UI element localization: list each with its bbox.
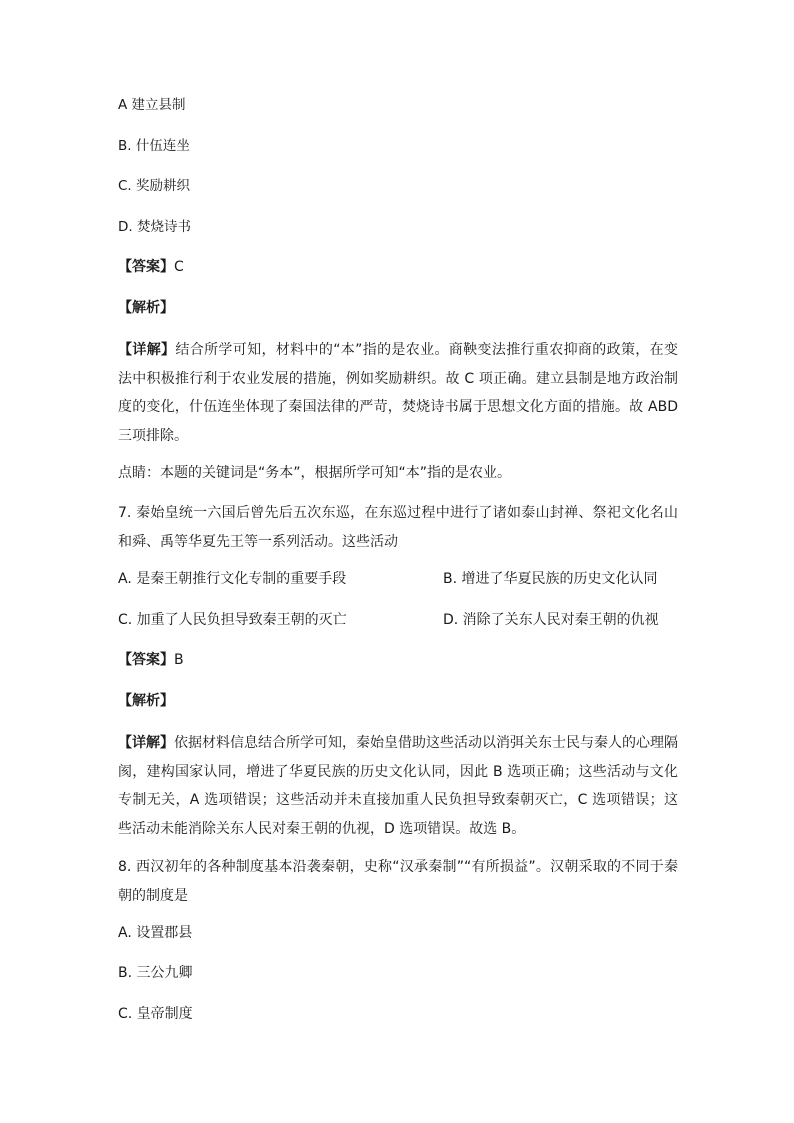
q7-answer-label: 【答案】 — [118, 652, 174, 668]
q6-detail-paragraph — [118, 336, 678, 450]
q7-answer — [118, 650, 184, 670]
q7-option-b: B. 增进了华夏民族的历史文化认同 — [443, 571, 658, 587]
q7-option-a: A. 是秦王朝推行文化专制的重要手段 — [118, 571, 347, 587]
q8-stem: 8. 西汉初年的各种制度基本沿袭秦朝，史称“汉承秦制”“有所损益”。汉朝采取的不同于秦朝的制度是 — [118, 859, 678, 904]
q6-option-d: D. 焚烧诗书 — [118, 219, 191, 235]
q7-option-d: D. 消除了关东人民对秦王朝的仇视 — [443, 612, 659, 628]
q7-detail-text: 依据材料信息结合所学可知，秦始皇借助这些活动以消弭关东士民与秦人的心理隔阂，建构国家认同，增进了华夏民族的历史文化认同，因此 B 选项正确；这些活动与文化专制无关，A 选项错误；这些活动并未直接加重人民负担导致秦朝灭亡，C 选项错误；这些活动未能消除关东人民对秦王朝的仇视，D 选项错误。故选 B。 — [118, 735, 678, 837]
q6-detail-label: 【详解】 — [118, 342, 176, 358]
q6-analysis-label: 【解析】 — [118, 300, 174, 316]
q6-answer — [118, 257, 184, 277]
q8-option-b: B. 三公九卿 — [118, 965, 193, 981]
q7-answer-value: B — [174, 652, 184, 668]
q6-option-a: A 建立县制 — [118, 97, 186, 113]
q6-option-b: B. 什伍连坐 — [118, 138, 190, 154]
q7-detail-label: 【详解】 — [118, 735, 174, 751]
q6-answer-label: 【答案】 — [118, 259, 174, 275]
q6-option-c: C. 奖励耕织 — [118, 178, 191, 194]
q6-answer-value: C — [174, 259, 184, 275]
q8-option-a: A. 设置郡县 — [118, 925, 193, 941]
q6-detail-text: 结合所学可知，材料中的“本”指的是农业。商鞅变法推行重农抑商的政策，在变法中积极推行利于农业发展的措施，例如奖励耕织。故 C 项正确。建立县制是地方政治制度的变化，什伍连坐体现了秦国法律的严苛，焚烧诗书属于思想文化方面的措施。故 ABD 三项排除。 — [118, 342, 678, 444]
q8-option-c: C. 皇帝制度 — [118, 1006, 193, 1022]
q7-option-c: C. 加重了人民负担导致秦王朝的灭亡 — [118, 612, 347, 628]
q7-analysis-label: 【解析】 — [118, 693, 174, 709]
q6-tip: 点睛：本题的关键词是“务本”，根据所学可知“本”指的是农业。 — [118, 465, 512, 481]
q7-detail-paragraph — [118, 729, 678, 843]
q7-stem: 7. 秦始皇统一六国后曾先后五次东巡，在东巡过程中进行了诸如泰山封禅、祭祀文化名山和舜、禹等华夏先王等一系列活动。这些活动 — [118, 505, 678, 550]
